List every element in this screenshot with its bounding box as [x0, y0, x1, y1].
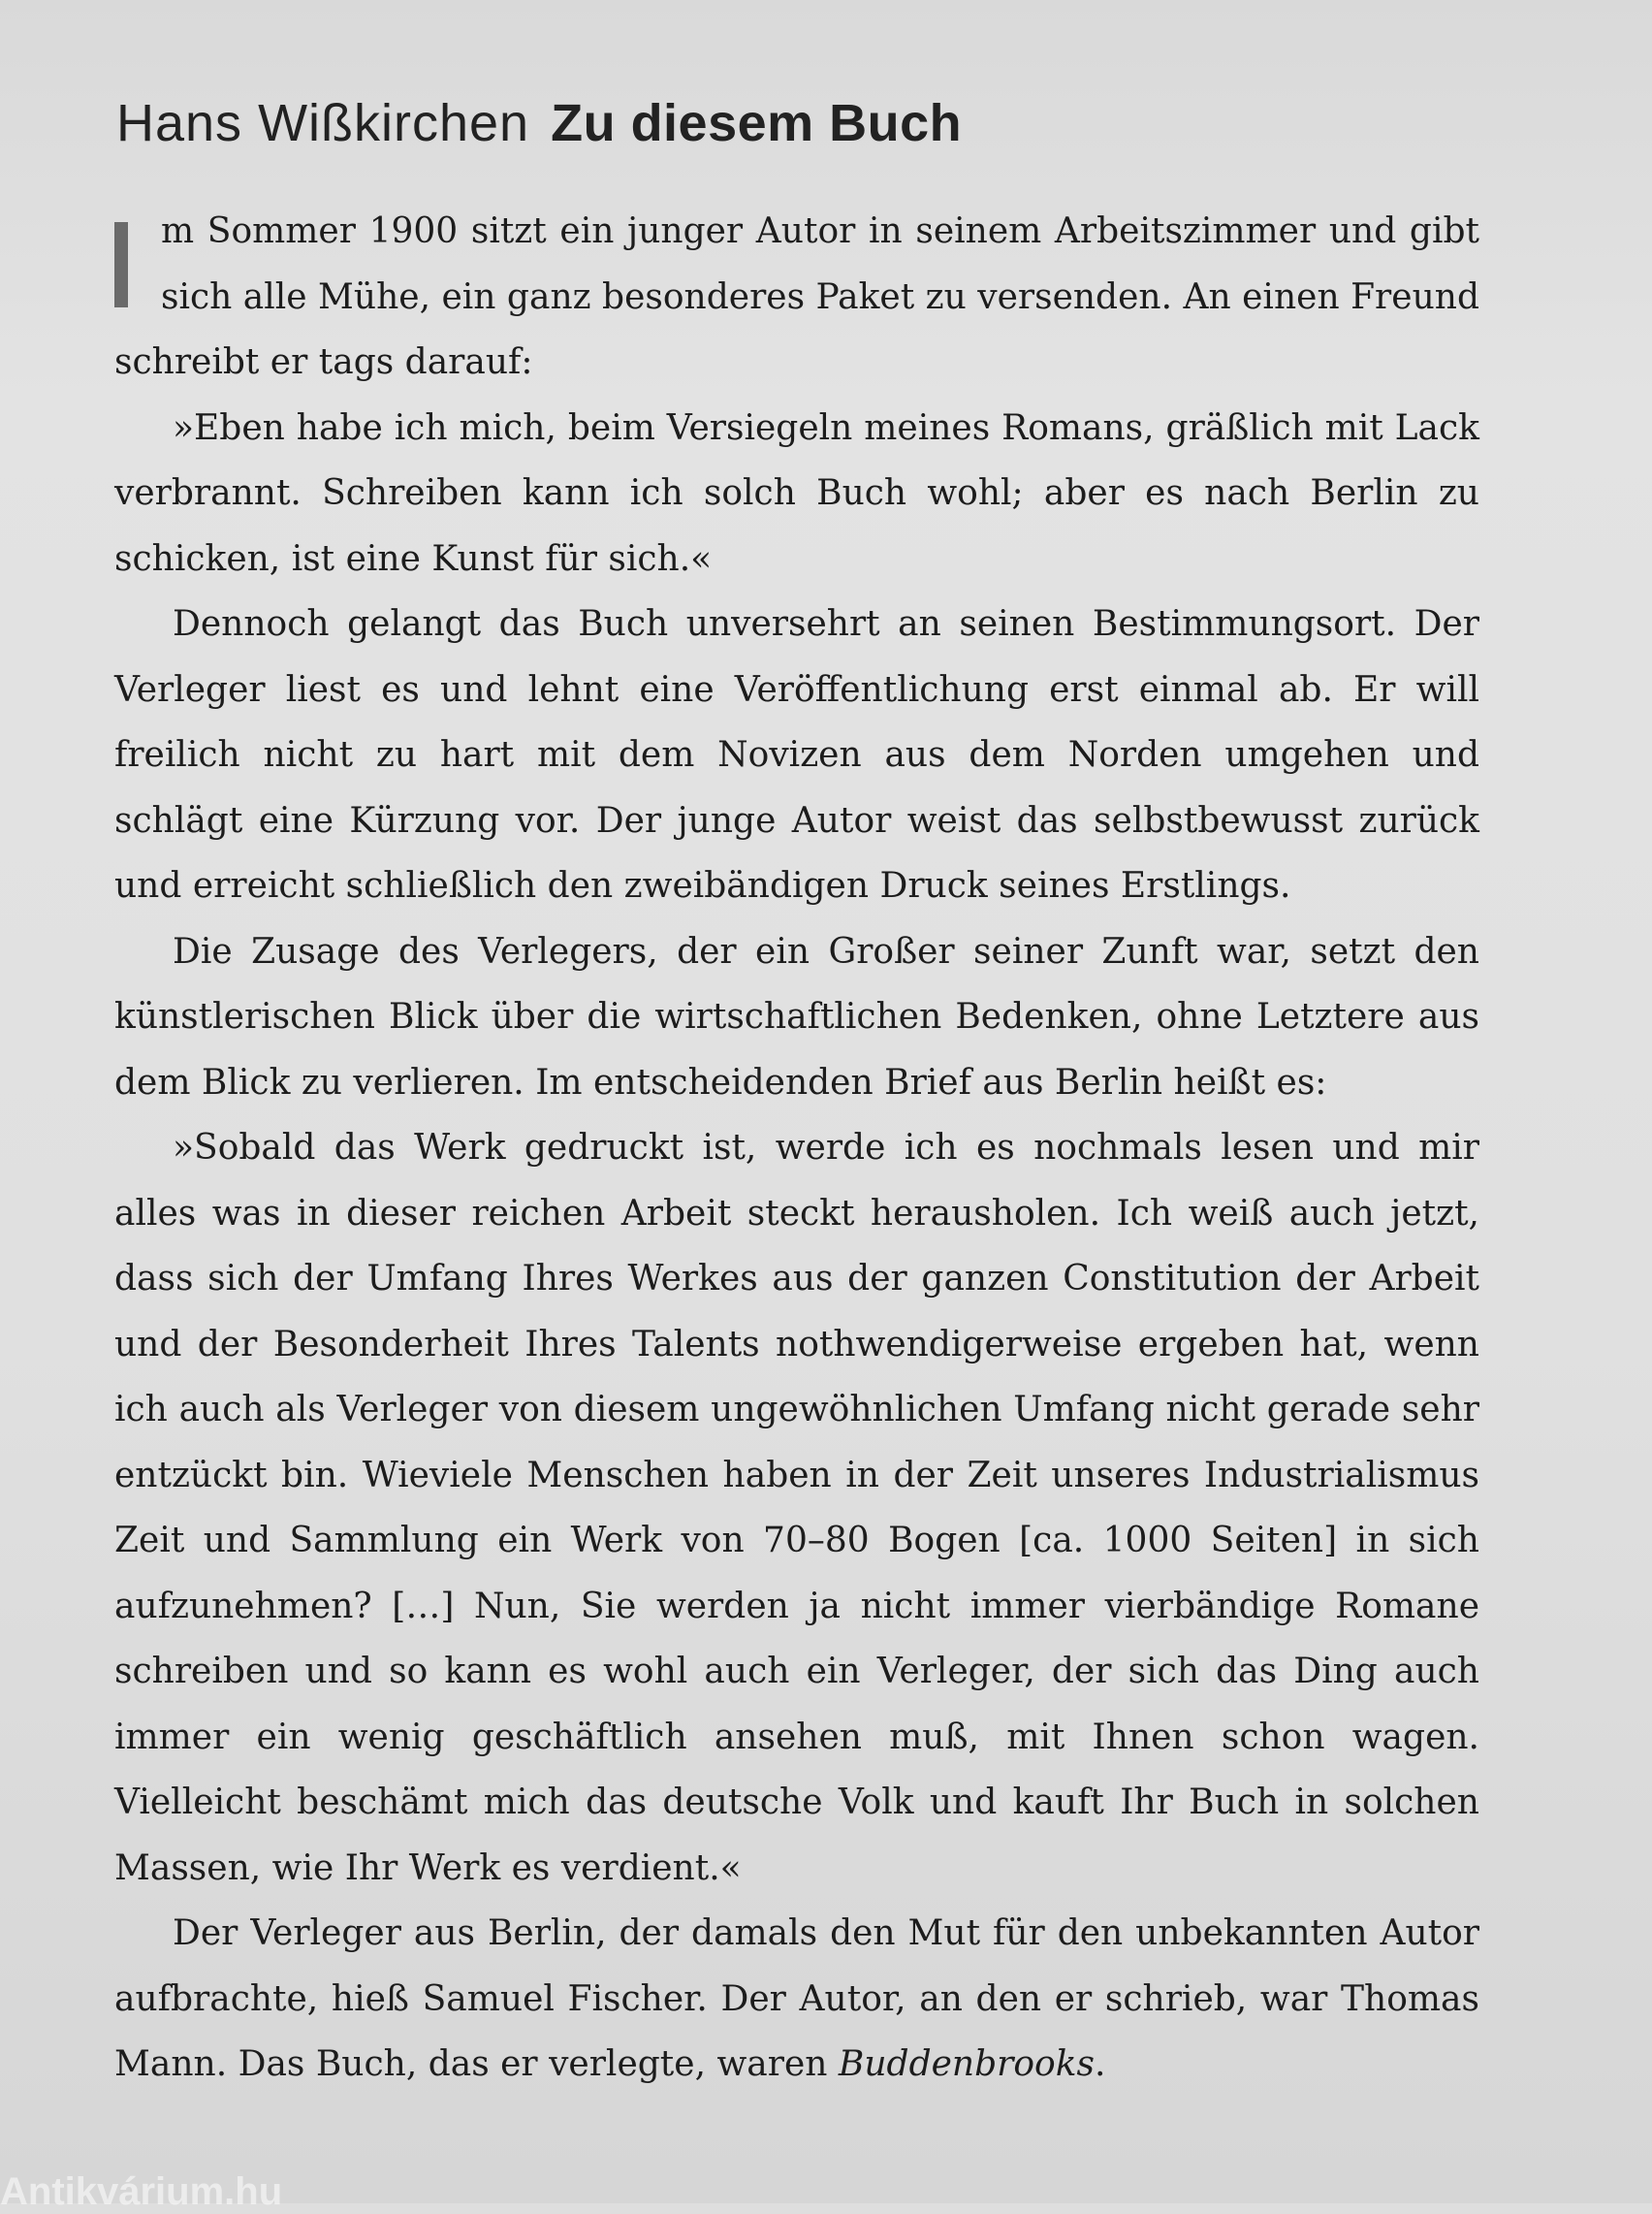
watermark-text: Antikvárium.hu: [0, 2170, 283, 2213]
closing-period: .: [1095, 2044, 1106, 2084]
paragraph-publisher-decision: Die Zusage des Verlegers, der ein Großer seiner Zunft war, setzt den künstlerischen Blick über die wirtschaftlichen Bedenken, ohne Letztere aus dem Blick zu verlieren. Im entscheidenden Brief aus Berlin heißt es:: [114, 931, 1479, 1103]
chapter-title: Zu diesem Buch: [551, 94, 963, 152]
book-title-buddenbrooks: Buddenbrooks: [838, 2044, 1096, 2084]
quote-letter-author: »Eben habe ich mich, beim Versiegeln meines Romans, gräßlich mit Lack verbrannt. Schreiben kann ich solch Buch wohl; aber es nach Berlin zu schicken, ist eine Kunst für sich.«: [114, 407, 1479, 579]
opening-paragraph-text: m Sommer 1900 sitzt ein junger Autor in seinem Arbeitszimmer und gibt sich alle Mühe, ein ganz besonderes Paket zu versenden. An einen Freund schreibt er tags darauf:: [114, 211, 1479, 382]
opening-paragraph: [114, 199, 1479, 396]
author-name: Hans Wißkirchen: [116, 94, 530, 152]
quote-letter-publisher: »Sobald das Werk gedruckt ist, werde ich es nochmals lesen und mir alles was in dieser reichen Arbeit steckt herausholen. Ich weiß auch jetzt, dass sich der Umfang Ihres Werkes aus der ganzen Constitution der Arbeit und der Besonderheit Ihres Talents nothwendigerweise ergeben hat, wenn ich auch als Verleger von diesem ungewöhnlichen Umfang nicht gerade sehr entzückt bin. Wieviele Menschen haben in der Zeit unseres Industrialismus Zeit und Sammlung ein Werk von 70–80 Bogen [ca. 1000 Seiten] in sich aufzunehmen? […] Nun, Sie werden ja nicht immer vierbändige Romane schreiben und so kann es wohl auch ein Verleger, der sich das Ding auch immer ein wenig geschäftlich ansehen muß, mit Ihnen schon wagen. Vielleicht beschämt mich das deutsche Volk und kauft Ihr Buch in solchen Massen, wie Ihr Werk es verdient.«: [114, 1128, 1479, 1888]
closing-paragraph-text: Der Verleger aus Berlin, der damals den Mut für den unbekannten Autor aufbrachte, hieß Samuel Fischer. Der Autor, an den er schrieb, war Thomas Mann. Das Buch, das er verlegte, waren: [114, 1913, 1479, 2084]
body-text: [114, 199, 1479, 2098]
chapter-heading: [116, 89, 962, 157]
paragraph-destination: Dennoch gelangt das Buch unversehrt an seinen Bestimmungsort. Der Verleger liest es und lehnt eine Veröffentlichung erst einmal ab. Er will freilich nicht zu hart mit dem Novizen aus dem Norden umgehen und schlägt eine Kürzung vor. Der junge Autor weist das selbstbewusst zurück und erreicht schließlich den zweibändigen Druck seines Erstlings.: [114, 604, 1479, 906]
drop-cap-initial: [114, 222, 128, 307]
closing-paragraph: [114, 1901, 1479, 2098]
